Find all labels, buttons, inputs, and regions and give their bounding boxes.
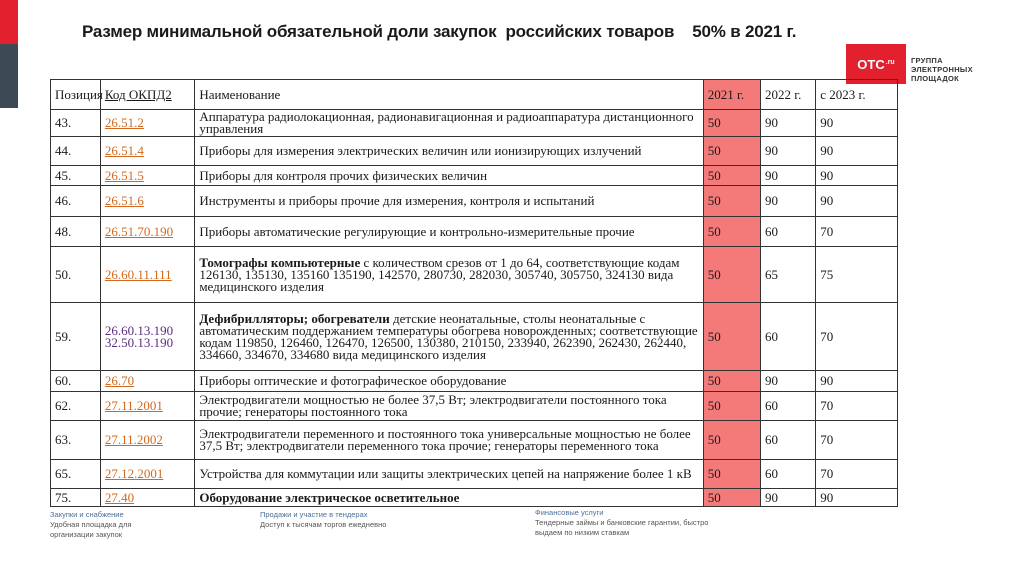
table-row (51, 186, 898, 217)
cell-code (100, 392, 194, 421)
cell-y2023: 90 (816, 137, 898, 166)
logo-caption (911, 56, 973, 83)
cell-code (100, 303, 194, 371)
cell-code (100, 217, 194, 247)
header-2023: с 2023 г. (816, 80, 898, 110)
footer-desc: Тендерные займы и банковские гарантии, быстро выдаем по низким ставкам (535, 518, 709, 537)
name-text: Аппаратура радиолокационная, радионавигационная и радиоаппаратура дистанционного управления (199, 109, 694, 136)
cell-position: 75. (51, 489, 101, 507)
header-2021: 2021 г. (703, 80, 760, 110)
name-text: Приборы для измерения электрических величин или ионизирующих излучений (199, 143, 642, 158)
cell-y2021: 50 (703, 392, 760, 421)
cell-y2021: 50 (703, 137, 760, 166)
cell-code (100, 460, 194, 489)
cell-position: 43. (51, 110, 101, 137)
footer-title[interactable]: Финансовые услуги (535, 508, 604, 517)
cell-y2022: 90 (761, 166, 816, 186)
cell-y2023: 90 (816, 489, 898, 507)
slide-title: Размер минимальной обязательной доли закупок российских товаров 50% в 2021 г. (82, 22, 797, 41)
cell-y2021: 50 (703, 421, 760, 460)
footer-finance (535, 508, 710, 538)
cell-code (100, 489, 194, 507)
procurement-table (50, 79, 898, 507)
table-row (51, 110, 898, 137)
cell-position: 63. (51, 421, 101, 460)
table-row (51, 460, 898, 489)
cell-y2021: 50 (703, 371, 760, 392)
cell-y2023: 70 (816, 303, 898, 371)
footer-title[interactable]: Закупки и снабжение (50, 510, 124, 519)
cell-y2021: 50 (703, 110, 760, 137)
table-header-row (51, 80, 898, 110)
cell-code (100, 110, 194, 137)
name-text: Приборы оптические и фотографическое оборудование (199, 373, 507, 388)
cell-position: 60. (51, 371, 101, 392)
okpd-code-link[interactable]: 26.51.70.190 (104, 223, 174, 239)
table-row (51, 392, 898, 421)
logo-caption-line: ЭЛЕКТРОННЫХ (911, 65, 973, 74)
cell-y2021: 50 (703, 166, 760, 186)
otc-logo (846, 44, 906, 84)
name-bold: Дефибрилляторы; обогреватели (199, 310, 390, 326)
cell-y2023: 90 (816, 166, 898, 186)
cell-code (100, 247, 194, 303)
cell-position: 45. (51, 166, 101, 186)
okpd-code-link[interactable]: 27.11.2002 (104, 432, 163, 447)
cell-y2021: 50 (703, 460, 760, 489)
cell-code (100, 166, 194, 186)
cell-y2021: 50 (703, 489, 760, 507)
table-row (51, 421, 898, 460)
cell-y2023: 90 (816, 186, 898, 217)
okpd-code-link[interactable]: 26.51.5 (104, 167, 144, 183)
okpd-code-link[interactable]: 27.12.2001 (104, 466, 164, 481)
okpd-code: 26.60.13.190 (104, 322, 174, 338)
cell-name (195, 460, 703, 489)
cell-y2022: 60 (761, 217, 816, 247)
cell-y2022: 60 (761, 421, 816, 460)
name-text: Устройства для коммутации или защиты электрических цепей на напряжение более 1 кВ (199, 466, 692, 481)
name-text: Инструменты и приборы прочие для измерения, контроля и испытаний (199, 193, 595, 208)
header-2022: 2022 г. (761, 80, 816, 110)
cell-position: 50. (51, 247, 101, 303)
cell-position: 44. (51, 137, 101, 166)
cell-y2022: 90 (761, 489, 816, 507)
table-row (51, 247, 898, 303)
cell-code (100, 186, 194, 217)
cell-name (195, 166, 703, 186)
cell-name (195, 110, 703, 137)
logo-mark: OTC (857, 56, 885, 72)
cell-code (100, 371, 194, 392)
cell-name (195, 371, 703, 392)
cell-y2022: 90 (761, 371, 816, 392)
footer-desc: Доступ к тысячам торгов ежедневно (260, 520, 387, 529)
cell-y2022: 60 (761, 460, 816, 489)
cell-name (195, 186, 703, 217)
okpd-code-link[interactable]: 26.51.6 (104, 193, 144, 208)
header-code-label: Код ОКПД2 (104, 86, 172, 102)
side-accent-red (0, 0, 18, 44)
name-text: детские неонатальные, столы неонатальные с автоматическим поддержанием температуры обогрева новорожденных; соответствующие кодам 119850, 126460, 126470, 126500, 130380, 210150, 233940, 262390, 262430, 262440, 334660, 334670, 334680 вида медицинского изделия (199, 310, 698, 362)
cell-y2023: 75 (816, 247, 898, 303)
cell-position: 62. (51, 392, 101, 421)
name-text: Электродвигатели переменного и постоянного тока универсальные мощностью не более 37,5 Вт; электродвигатели переменного тока прочие; генераторы переменного тока (199, 426, 691, 453)
name-bold: Оборудование электрическое осветительное (199, 489, 460, 505)
header-position: Позиция (51, 80, 101, 110)
cell-name (195, 421, 703, 460)
cell-position: 59. (51, 303, 101, 371)
cell-y2023: 70 (816, 460, 898, 489)
logo-suffix: .ru (885, 59, 895, 66)
cell-position: 46. (51, 186, 101, 217)
logo-caption-line: ПЛОЩАДОК (911, 74, 959, 83)
table-row (51, 166, 898, 186)
header-code (100, 80, 194, 110)
cell-code (100, 137, 194, 166)
table-row (51, 137, 898, 166)
okpd-code-link[interactable]: 26.70 (104, 373, 135, 388)
okpd-code-link[interactable]: 27.40 (104, 489, 135, 505)
cell-position: 48. (51, 217, 101, 247)
cell-name (195, 247, 703, 303)
name-text: Приборы для контроля прочих физических величин (199, 167, 488, 183)
cell-name (195, 217, 703, 247)
footer-sales (260, 510, 430, 530)
name-text: Приборы автоматические регулирующие и контрольно-измерительные прочие (199, 223, 635, 239)
cell-y2022: 60 (761, 392, 816, 421)
cell-y2023: 90 (816, 371, 898, 392)
cell-y2022: 90 (761, 186, 816, 217)
cell-y2022: 90 (761, 110, 816, 137)
name-bold: Томографы компьютерные (199, 254, 361, 270)
cell-name (195, 392, 703, 421)
table-row (51, 217, 898, 247)
cell-y2022: 65 (761, 247, 816, 303)
cell-y2023: 70 (816, 392, 898, 421)
cell-y2023: 70 (816, 217, 898, 247)
footer-procurement (50, 510, 170, 540)
footer-title[interactable]: Продажи и участие в тендерах (260, 510, 368, 519)
footer-desc: Удобная площадка для организации закупок (50, 520, 132, 539)
table-row (51, 303, 898, 371)
cell-name (195, 303, 703, 371)
name-text: с количеством срезов от 1 до 64, соответствующие кодам 126130, 135130, 135160 135190, 142570, 280730, 282030, 305740, 305750, 324130 вида медицинского изделия (199, 254, 680, 294)
cell-y2023: 70 (816, 421, 898, 460)
cell-position: 65. (51, 460, 101, 489)
footer (0, 508, 1024, 574)
cell-y2021: 50 (703, 247, 760, 303)
cell-y2021: 50 (703, 186, 760, 217)
cell-y2022: 90 (761, 137, 816, 166)
okpd-code-link[interactable]: 26.51.4 (104, 143, 144, 158)
header-name: Наименование (195, 80, 703, 110)
table-row (51, 371, 898, 392)
name-text: Электродвигатели мощностью не более 37,5 Вт; электродвигатели постоянного тока прочие; генераторы постоянного тока (199, 392, 667, 419)
okpd-code-link[interactable]: 26.60.11.111 (104, 266, 172, 282)
okpd-code: 32.50.13.190 (104, 334, 174, 350)
cell-code (100, 421, 194, 460)
cell-name (195, 137, 703, 166)
cell-y2022: 60 (761, 303, 816, 371)
logo-caption-line: ГРУППА (911, 56, 943, 65)
cell-y2021: 50 (703, 303, 760, 371)
cell-y2023: 90 (816, 110, 898, 137)
okpd-code-link[interactable]: 26.51.2 (104, 115, 144, 130)
table-row (51, 489, 898, 507)
cell-name (195, 489, 703, 507)
cell-y2021: 50 (703, 217, 760, 247)
okpd-code-link[interactable]: 27.11.2001 (104, 398, 163, 413)
